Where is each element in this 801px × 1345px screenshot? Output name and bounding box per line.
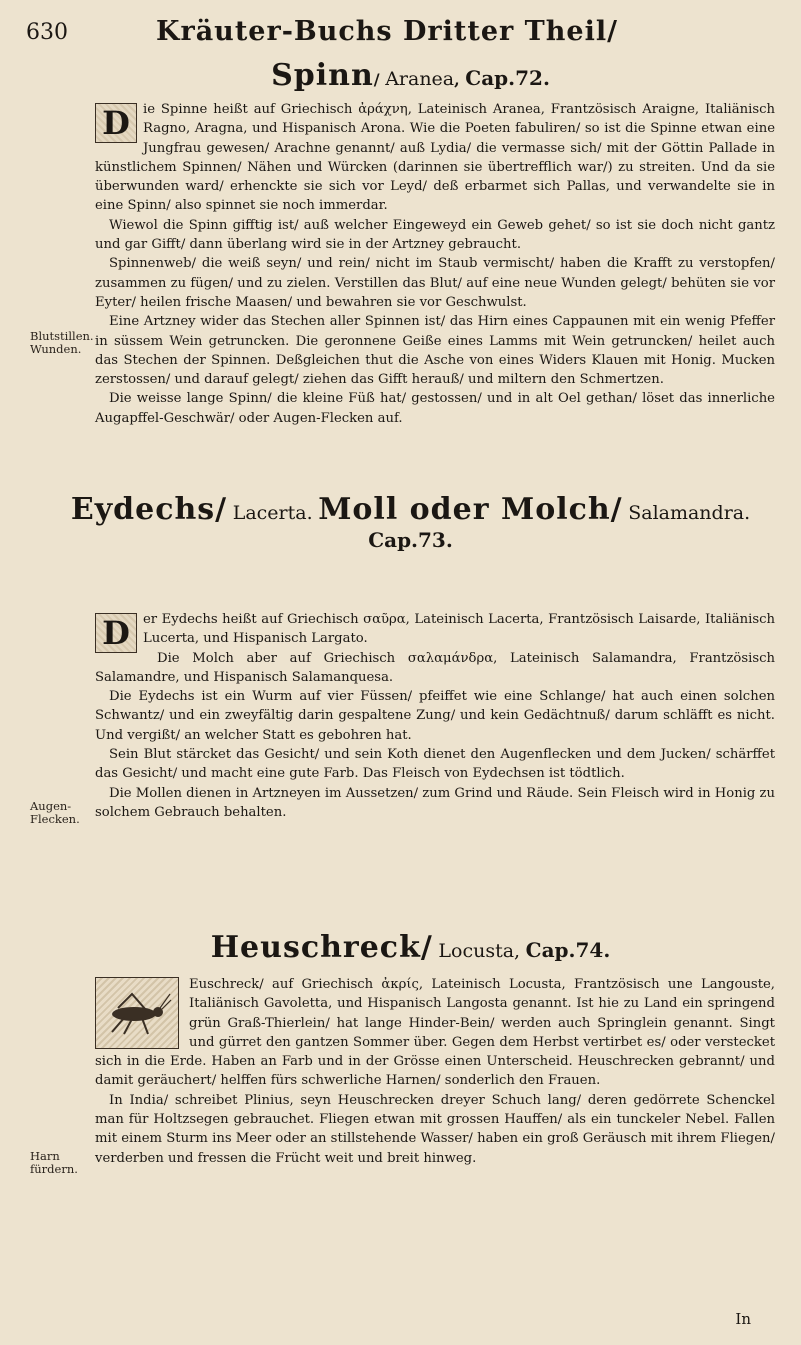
chapter-73-cap: Cap.73. [368, 528, 453, 552]
paragraph-text: Euschreck/ auf Griechisch ἀκρίς, Lateinisch Locusta, Frantzösisch une Langouste, Italiänisch Gavoletta, und Hispanisch Langosta genannt. Ist hie zu Land ein springend grün Graß-Thierlein/ hat lange Hinder-Bein/ werden auch Springlein genannt. Singt und gürret den gantzen Sommer über. Gegen dem Herbst vertirbet es/ oder verstecket sich in die Erde. Haben an Farb und in der Grösse einen Unterscheid. Heuschrecken gebrannt/ und damit geräuchert/ helffen fürs schwerliche Harnen/ sonderlich den Frauen. [95, 977, 775, 1089]
chapter-72-cap: Cap.72. [465, 66, 550, 90]
margin-note: Blutstillen. Wunden. [30, 329, 94, 356]
paragraph-text: ie Spinne heißt auf Griechisch ἀράχνη, Lateinisch Aranea, Frantzösisch Araigne, Italiänisch Ragno, Aragna, und Hispanisch Arona. Wie die Poeten fabuliren/ so ist die Spinne etwan eine Jungfrau gewesen/ Arachne genannt/ auß Lydia/ die vermasse sich/ mit der Göttin Pallade in künstlichem Spinnen/ Nähen und Würcken (darinnen sie übertrefflich war/) zu streiten. Und da sie überwunden ward/ erhenckte sie sich vor Leyd/ deß erbarmet sich Pallas, und verwandelte sie in eine Spinn/ also spinnet sie noch immerdar. [95, 102, 775, 214]
paragraph-text: er Eydechs heißt auf Griechisch σαῦρα, Lateinisch Lacerta, Frantzösisch Laisarde, Italiänisch Lucerta, und Hispanisch Largato. [143, 612, 775, 647]
paragraph: Die Eydechs ist ein Wurm auf vier Füssen/ pfeiffet wie eine Schlange/ hat auch einen solchen Schwantz/ und ein zweyfältig darin gespaltene Zung/ und kein Gedächtnuß/ darum schläfft es nicht. Und vergißt/ an welcher Statt es gebohren hat. [95, 689, 775, 743]
paragraph [95, 975, 775, 1091]
chapter-74-title: Heuschreck/ [210, 930, 433, 965]
paragraph: Sein Blut stärcket das Gesicht/ und sein Koth dienet den Augenflecken und dem Jucken/ schärffet das Gesicht/ und macht eine gute Farb. Das Fleisch von Eydechsen ist tödtlich. [95, 747, 775, 782]
book-title: Kräuter-Buchs Dritter Theil/ [156, 16, 618, 47]
paragraph: Wiewol die Spinn gifftig ist/ auß welcher Eingeweyd ein Geweb gehet/ so ist sie doch nicht gantz und gar Gifft/ dann überlang wird sie in der Artzney gebraucht. [95, 217, 775, 253]
chapter-74-cap: Cap.74. [525, 938, 611, 962]
paragraph [95, 610, 775, 652]
chapter-73-text [95, 610, 775, 910]
paragraph: Die Mollen dienen in Artzneyen im Aussetzen/ zum Grind und Räude. Sein Fleisch wird in Honig zu solchem Gebrauch behalten. [95, 785, 775, 820]
chapter-74-heading [60, 930, 761, 965]
catchword: In [735, 1310, 751, 1328]
paragraph [95, 100, 775, 216]
dropcap-ornament: D [95, 613, 137, 653]
paragraph: Spinnenweb/ die weiß seyn/ und rein/ nicht im Staub vermischt/ haben die Krafft zu verstopfen/ zusammen zu fügen/ und zu zielen. Verstillen das Blut/ auf eine neue Wunden gelegt/ behüten sie vor Eyter/ heilen frische Maasen/ und bewahren sie vor Geschwulst. [95, 256, 775, 310]
margin-note: Harn fürdern. [30, 1149, 78, 1176]
chapter-73-heading [60, 492, 761, 527]
running-head [26, 14, 775, 50]
chapter-73-title: Eydechs/ [70, 492, 228, 527]
paragraph: Eine Artzney wider das Stechen aller Spinnen ist/ das Hirn eines Cappaunen mit ein wenig Pfeffer in süssem Wein getruncken. Die geronnene Geiße eines Lamms mit Wein getruncken/ heilet auch das Stechen der Spinnen. Deßgleichen thut die Asche von eines Widers Klauen mit Honig. Mucken zerstossen/ und darauf gelegt/ ziehen das Gifft herauß/ und miltern den Schmertzen. [95, 314, 775, 388]
locust-illustration [95, 977, 179, 1049]
chapter-73-latin: Lacerta. [232, 502, 313, 524]
paragraph: Die Molch aber auf Griechisch σαλαμάνδρα, Lateinisch Salamandra, Frantzösisch Salamandre, und Hispanisch Salamanquesa. [95, 650, 775, 685]
paragraph: In India/ schreibet Plinius, seyn Heuschrecken dreyer Schuch lang/ deren gedörrete Schenckel man für Holtzsegen gebrauchet. Fliegen etwan mit grossen Hauffen/ als ein tunckeler Nebel. Fallen mit einem Sturm ins Meer oder an stillstehende Wasser/ haben ein groß Geräusch mit ihrem Fliegen/ verderben und fressen die Frücht weit und breit hinweg. [95, 1092, 775, 1166]
paragraph: Die weisse lange Spinn/ die kleine Füß hat/ gestossen/ und in alt Oel gethan/ löset das innerliche Augapffel-Geschwär/ oder Augen-Flecken auf. [95, 391, 775, 426]
chapter-74-text [95, 975, 775, 1305]
chapter-73-latin-2: Salamandra. [628, 502, 751, 524]
chapter-72-title: Spinn [271, 58, 374, 93]
dropcap-ornament: D [95, 103, 137, 143]
chapter-72-heading: Spinn/ Aranea, Cap.72. [271, 58, 550, 93]
chapter-73-title-2: Moll oder Molch/ [318, 492, 623, 527]
page-number: 630 [26, 20, 68, 45]
chapter-72-latin: Aranea [385, 68, 455, 90]
chapter-74-latin: Locusta, [438, 940, 521, 962]
grasshopper-icon [102, 988, 172, 1038]
margin-note: Augen-Flecken. [30, 799, 80, 826]
